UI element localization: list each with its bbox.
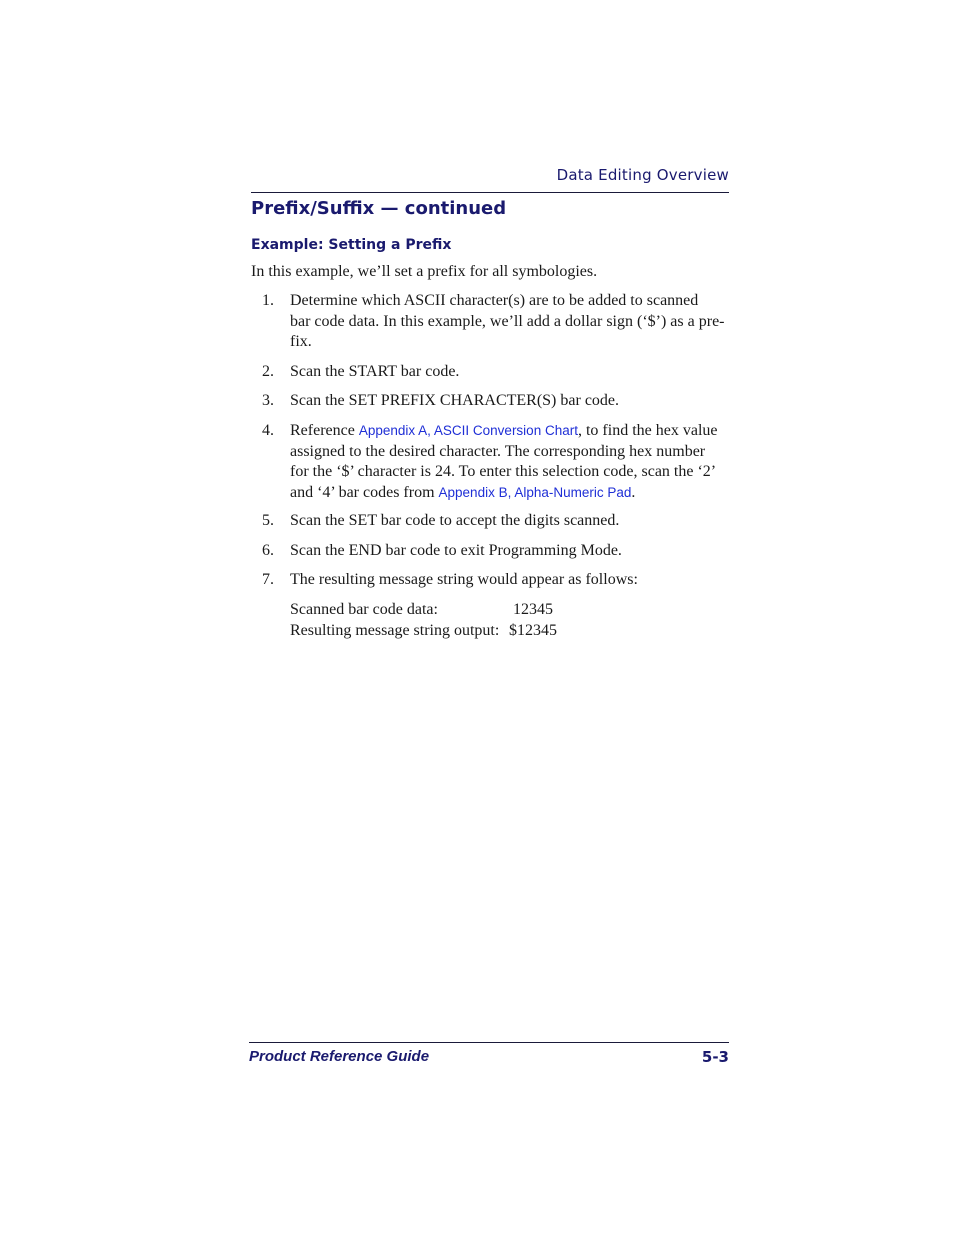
appendix-a-link[interactable]: Appendix A, ASCII Conversion Chart — [358, 423, 578, 438]
example-subtitle: Example: Setting a Prefix — [251, 237, 452, 253]
intro-paragraph: In this example, we’ll set a prefix for all symbologies. — [251, 263, 598, 280]
step-text: The resulting message string would appear as follows: — [290, 571, 638, 588]
page-number: 5-3 — [701, 1048, 729, 1066]
step-number: 2. — [262, 363, 274, 380]
result-value: $12345 — [509, 621, 557, 639]
result-label: Resulting message string output: — [290, 621, 500, 639]
step-text: Determine which ASCII character(s) are to be added to scanned bar code data. In this example, we’ll add a dollar sign (‘$’) as a pre- fix. — [290, 292, 725, 350]
step-text: Scan the SET PREFIX CHARACTER(S) bar code. — [290, 392, 620, 409]
step-number: 1. — [262, 292, 274, 309]
step-text: Scan the START bar code. — [290, 363, 460, 380]
step-text: Scan the SET bar code to accept the digits scanned. — [290, 512, 620, 529]
step-number: 7. — [262, 571, 274, 588]
footer-rule — [249, 1042, 729, 1043]
result-label: Scanned bar code data: — [290, 601, 438, 618]
step-number: 4. — [262, 422, 274, 439]
step-number: 5. — [262, 512, 274, 529]
running-header: Data Editing Overview — [556, 166, 729, 184]
header-rule — [251, 192, 729, 193]
result-value: 12345 — [513, 601, 553, 618]
section-title: Prefix/Suffix — continued — [251, 198, 507, 219]
appendix-b-link[interactable]: Appendix B, Alpha-Numeric Pad — [438, 484, 632, 500]
step-number: 6. — [262, 542, 274, 559]
footer-title: Product Reference Guide — [249, 1048, 430, 1065]
step-number: 3. — [262, 392, 274, 409]
step-text: Scan the END bar code to exit Programming Mode. — [290, 542, 622, 559]
step-text: Reference Appendix A, ASCII Conversion Chart, to find the hex value assigned to the desired character. The corresponding hex number for the ‘$’ character is 24. To enter this selection code, scan the ‘2’ and ‘4’ bar codes from Appendix B, Alpha-Numeric Pad. — [290, 422, 718, 501]
